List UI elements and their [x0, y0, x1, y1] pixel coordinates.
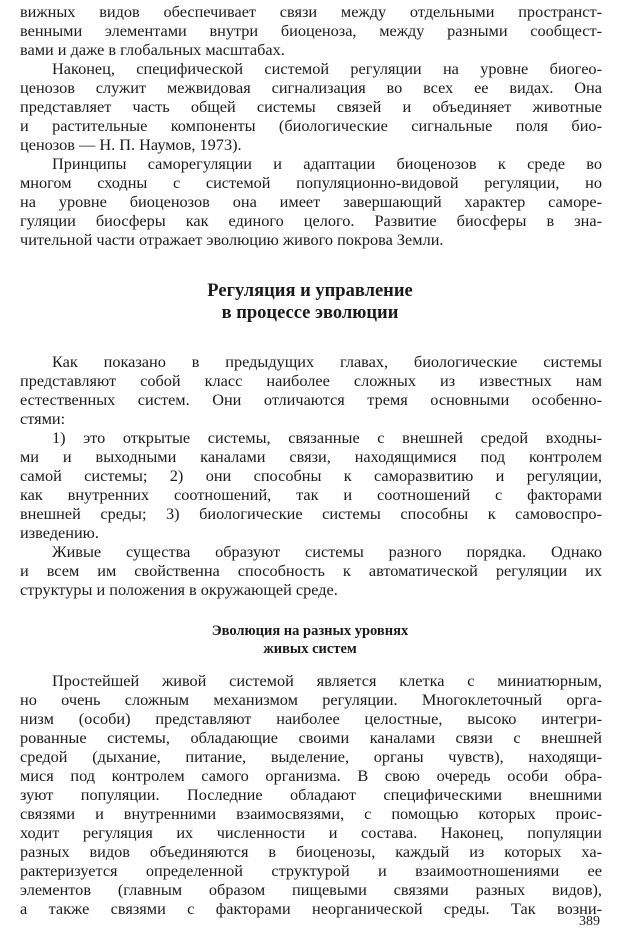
text-line: Принципы саморегуляции и адаптации биоценозов к среде во [52, 154, 602, 173]
text-line: ходит регуляция их численности и состава. Наконец, популяции [20, 823, 602, 842]
text-line: ценозов служит межвидовая сигнализация во всех ее видах. Она [20, 78, 602, 97]
page-number: 389 [579, 914, 600, 929]
subsection-heading-line: Эволюция на разных уровнях [211, 623, 409, 639]
text-line: самой системы; 2) они способны к саморазвитию и регуляции, [20, 466, 602, 485]
text-line: как внутренних соотношений, так и соотношений с факторами [20, 485, 602, 504]
text-line: стями: [20, 409, 66, 428]
text-line: вижных видов обеспечивает связи между отдельными пространст- [20, 2, 602, 21]
text-line: а также связями с факторами неорганической среды. Так возни- [20, 899, 602, 918]
text-line: мися под контролем самого организма. В свою очередь особи обра- [20, 766, 602, 785]
text-line: но очень сложным механизмом регуляции. Многоклеточный орга- [20, 690, 602, 709]
text-line: зуют популяции. Последние обладают специфическими внешними [20, 785, 602, 804]
text-line: рактеризуется определенной структурой и взаимоотношениями ее [20, 861, 602, 880]
paragraph [20, 671, 602, 918]
text-line: естественных систем. Они отличаются тремя основными особенно- [20, 390, 602, 409]
text-line: и растительные компоненты (биологические сигнальные поля био- [20, 116, 602, 135]
section-heading-line: Регуляция и управление [207, 281, 413, 301]
text-line: элементов (главным образом пищевыми связями разных видов), [20, 880, 602, 899]
paragraph-continuation [20, 2, 602, 59]
text-line: ми и выходными каналами связи, находящимися под контролем [20, 447, 602, 466]
text-line: представляют собой класс наиболее сложных из известных нам [20, 371, 602, 390]
text-line: средой (дыхание, питание, выделение, органы чувств), находящи- [20, 747, 602, 766]
text-line: низм (особи) представляют наиболее целостные, высоко интегри- [20, 709, 602, 728]
text-line: рованные системы, обладающие своими каналами связи с внешней [20, 728, 602, 747]
text-line: структуры и положения в окружающей среде. [20, 580, 338, 599]
text-line: изведению. [20, 523, 99, 542]
text-line: многом сходны с системой популяционно-видовой регуляции, но [20, 173, 602, 192]
text-line: разных видов объединяются в биоценозы, каждый из которых ха- [20, 842, 602, 861]
text-line: на уровне биоценозов она имеет завершающий характер саморе- [20, 192, 602, 211]
text-line: Как показано в предыдущих главах, биологические системы [52, 352, 602, 371]
text-line: представляет часть общей системы связей и объединяет животные [20, 97, 602, 116]
text-line: чительной части отражает эволюцию живого покрова Земли. [20, 230, 444, 249]
subsection-heading-line: живых систем [263, 641, 357, 657]
section-heading-line: в процессе эволюции [221, 303, 399, 323]
text-line: венными элементами внутри биоценоза, между разными сообщест- [20, 21, 602, 40]
paragraph [20, 154, 602, 249]
paragraph [20, 542, 602, 599]
paragraph [20, 352, 602, 428]
text-line: внешней среды; 3) биологические системы способны к самовоспро- [20, 504, 602, 523]
text-line: 1) это открытые системы, связанные с внешней средой входны- [52, 428, 602, 447]
text-line: связями и внутренними взаимосвязями, с помощью которых проис- [20, 804, 602, 823]
paragraph [20, 428, 602, 542]
text-line: Простейшей живой системой является клетка с миниатюрным, [52, 671, 602, 690]
text-line: Живые существа образуют системы разного порядка. Однако [52, 542, 602, 561]
text-line: гуляции биосферы как единого целого. Развитие биосферы в зна- [20, 211, 602, 230]
text-line: Наконец, специфической системой регуляции на уровне биогео- [52, 59, 602, 78]
text-line: ценозов — Н. П. Наумов, 1973). [20, 135, 242, 154]
text-line: вами и даже в глобальных масштабах. [20, 40, 285, 59]
paragraph [20, 59, 602, 154]
text-line: и всем им свойственна способность к автоматической регуляции их [20, 561, 602, 580]
